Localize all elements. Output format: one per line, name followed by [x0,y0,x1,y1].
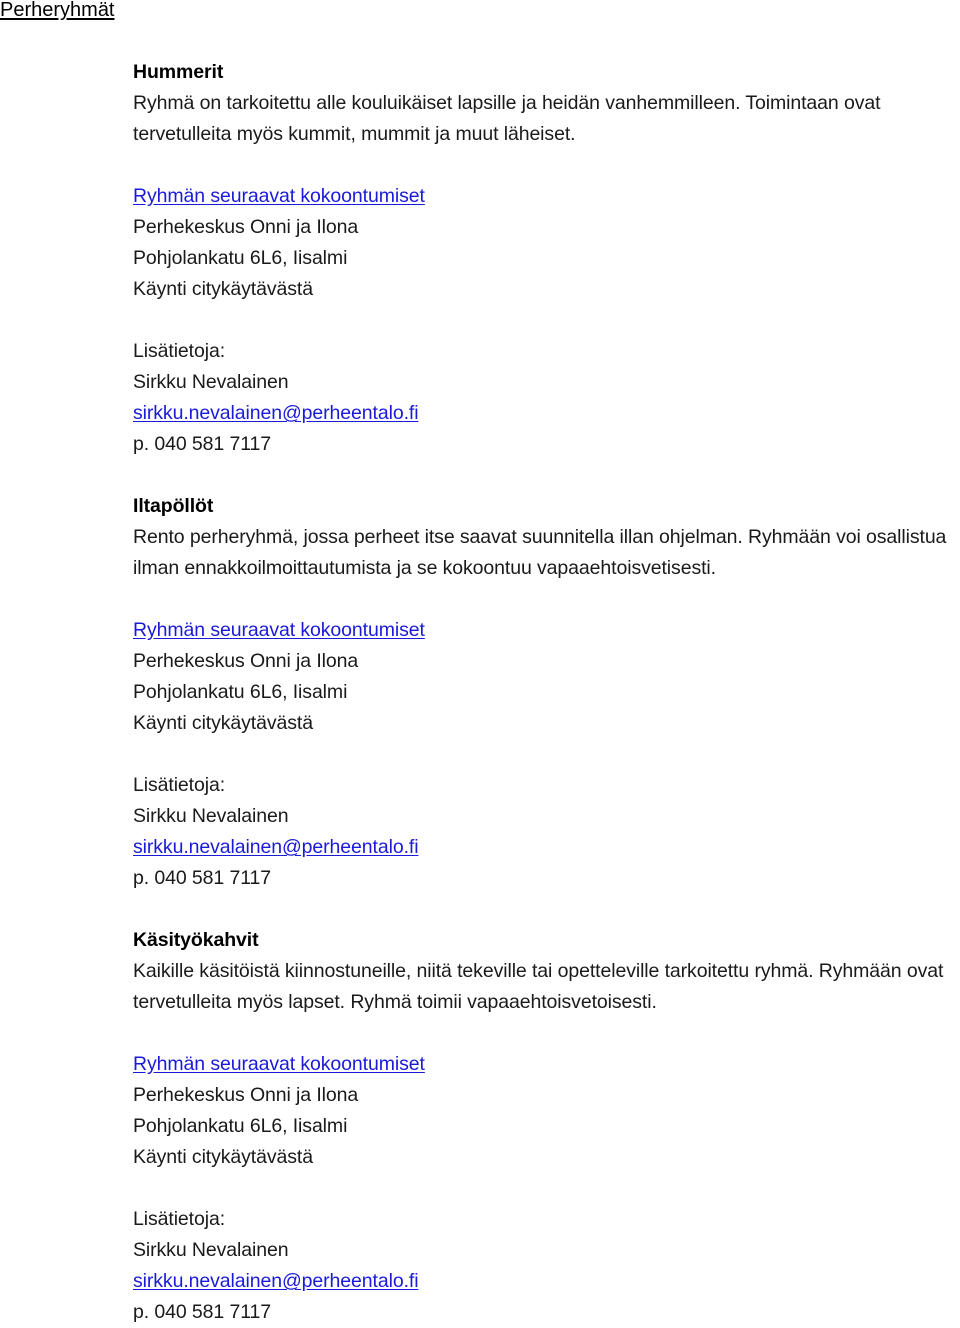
venue-name: Perhekeskus Onni ja Ilona [133,650,359,672]
venue-name: Perhekeskus Onni ja Ilona [133,1084,359,1106]
group-title: Hummerit [133,61,224,83]
venue-entrance: Käynti citykäytävästä [133,278,313,300]
page-title: Perheryhmät [0,0,115,21]
venue-address: Pohjolankatu 6L6, Iisalmi [133,247,348,269]
spacer [133,739,960,770]
spacer [133,894,960,925]
group-list [133,57,960,1328]
contact-name: Sirkku Nevalainen [133,371,289,393]
spacer [133,150,960,181]
spacer [133,305,960,336]
contact-name: Sirkku Nevalainen [133,805,289,827]
group-hummerit [133,57,960,491]
spacer [133,460,960,491]
group-kasityokahvit [133,925,960,1328]
group-description: Ryhmä on tarkoitettu alle kouluikäiset lapsille ja heidän vanhemmilleen. Toimintaan ovat tervetulleita myös kummit, mummit ja muut läheiset. [133,92,881,145]
venue-entrance: Käynti citykäytävästä [133,1146,313,1168]
info-label: Lisätietoja: [133,774,226,796]
meetings-link[interactable]: Ryhmän seuraavat kokoontumiset [133,185,425,207]
contact-phone: p. 040 581 7117 [133,433,272,455]
spacer [133,1018,960,1049]
contact-phone: p. 040 581 7117 [133,1301,272,1323]
contact-name: Sirkku Nevalainen [133,1239,289,1261]
venue-name: Perhekeskus Onni ja Ilona [133,216,359,238]
info-label: Lisätietoja: [133,1208,226,1230]
contact-email-link[interactable]: sirkku.nevalainen@perheentalo.fi [133,1270,419,1292]
contact-phone: p. 040 581 7117 [133,867,272,889]
contact-email-link[interactable]: sirkku.nevalainen@perheentalo.fi [133,836,419,858]
group-description: Kaikille käsitöistä kiinnostuneille, niitä tekeville tai opetteleville tarkoitettu ryhmä. Ryhmään ovat tervetulleita myös lapset. Ryhmä toimii vapaaehtoisvetoisesti. [133,960,944,1013]
group-title: Käsityökahvit [133,929,259,951]
info-label: Lisätietoja: [133,340,226,362]
group-description: Rento perheryhmä, jossa perheet itse saavat suunnitella illan ohjelman. Ryhmään voi osallistua ilman ennakkoilmoittautumista ja se kokoontuu vapaaehtoisvetisesti. [133,526,947,579]
contact-email-link[interactable]: sirkku.nevalainen@perheentalo.fi [133,402,419,424]
spacer [133,584,960,615]
spacer [133,1173,960,1204]
meetings-link[interactable]: Ryhmän seuraavat kokoontumiset [133,1053,425,1075]
venue-address: Pohjolankatu 6L6, Iisalmi [133,1115,348,1137]
meetings-link[interactable]: Ryhmän seuraavat kokoontumiset [133,619,425,641]
group-iltapollot [133,491,960,925]
venue-address: Pohjolankatu 6L6, Iisalmi [133,681,348,703]
venue-entrance: Käynti citykäytävästä [133,712,313,734]
group-title: Iltapöllöt [133,495,214,517]
